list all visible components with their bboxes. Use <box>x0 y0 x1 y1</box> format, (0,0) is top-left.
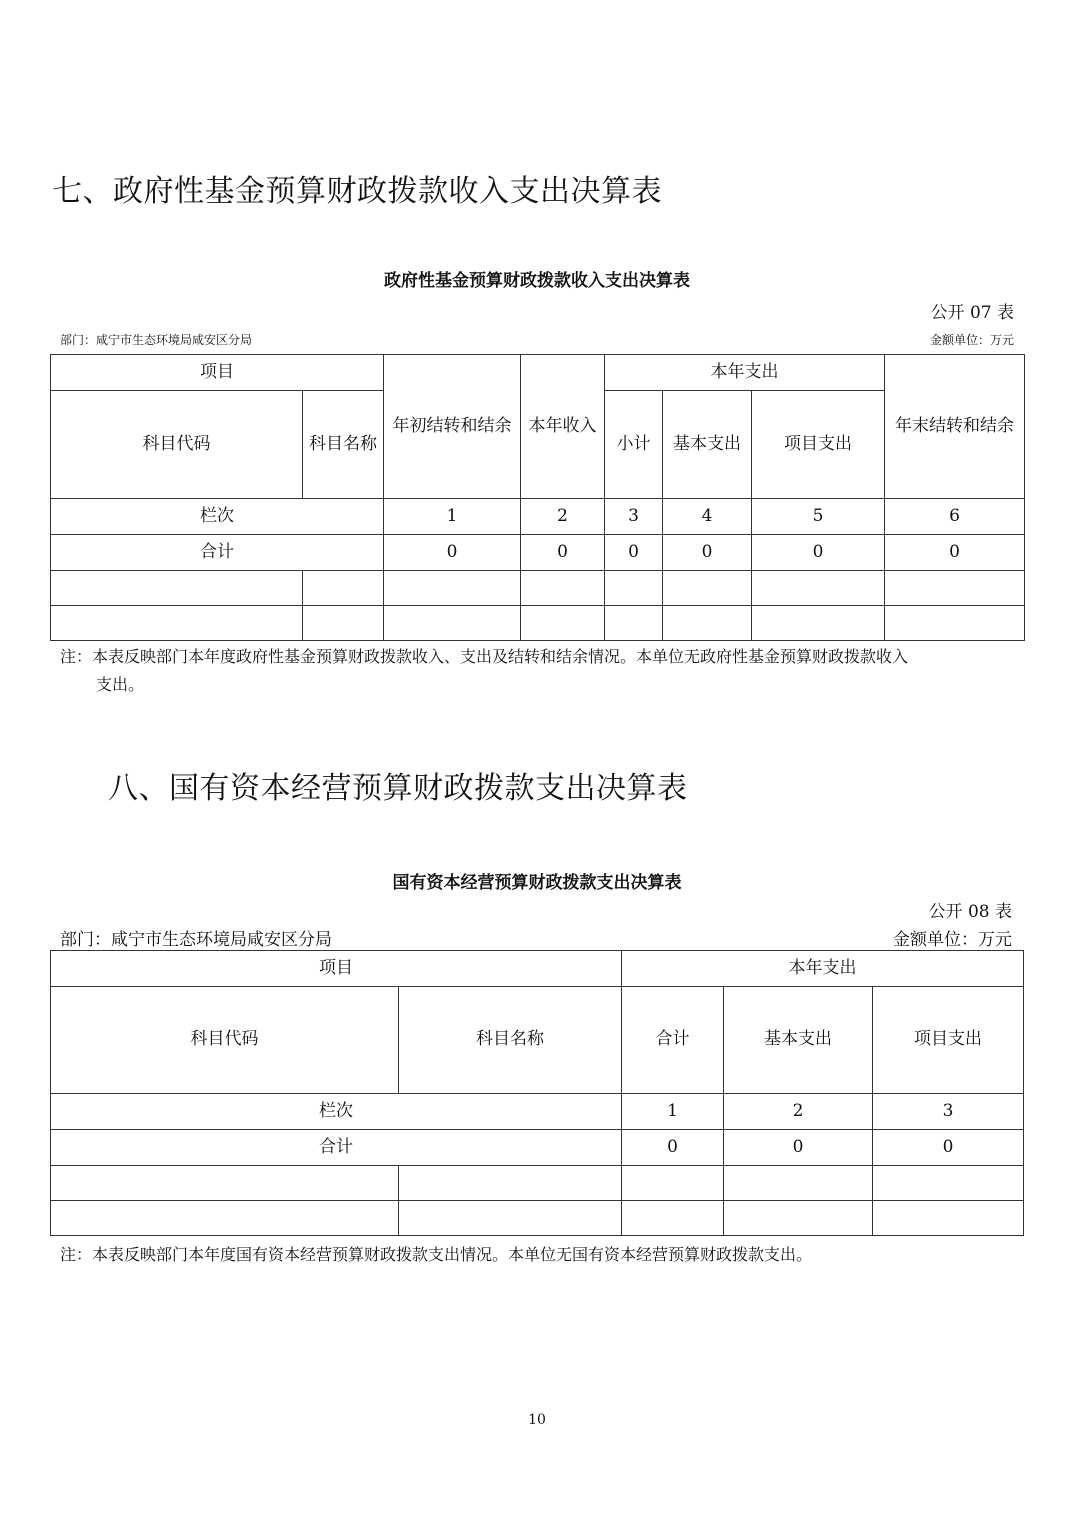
header-xiangmu: 项目 <box>51 951 622 987</box>
lanci-cell: 1 <box>384 499 521 535</box>
total-cell: 0 <box>622 1130 724 1166</box>
table-row-empty <box>51 571 1025 606</box>
header-code: 科目代码 <box>51 987 399 1094</box>
section7-department: 部门：咸宁市生态环境局咸安区分局 <box>60 333 253 347</box>
lanci-cell: 6 <box>885 499 1025 535</box>
total-cell: 0 <box>605 535 663 571</box>
table-row-empty <box>51 606 1025 641</box>
header-name: 科目名称 <box>399 987 622 1094</box>
header-xiangmu: 项目 <box>51 355 384 391</box>
table-row-total <box>51 535 1025 571</box>
lanci-cell: 5 <box>752 499 885 535</box>
section7-form-number: 公开 07 表 <box>930 303 1014 323</box>
section8-table <box>50 950 1024 1236</box>
section7-table-title: 政府性基金预算财政拨款收入支出决算表 <box>384 271 690 291</box>
lanci-label: 栏次 <box>51 1094 622 1130</box>
lanci-cell: 1 <box>622 1094 724 1130</box>
header-subtotal: 小计 <box>605 391 663 499</box>
header-begin-balance: 年初结转和结余 <box>384 355 521 499</box>
table-row-lanci <box>51 499 1025 535</box>
header-project: 项目支出 <box>873 987 1024 1094</box>
lanci-cell: 4 <box>663 499 752 535</box>
section7-note-line2: 支出。 <box>96 675 145 694</box>
page-number: 10 <box>528 1412 546 1428</box>
total-cell: 0 <box>663 535 752 571</box>
lanci-cell: 3 <box>605 499 663 535</box>
header-expense-group: 本年支出 <box>622 951 1024 987</box>
header-basic: 基本支出 <box>663 391 752 499</box>
header-project: 项目支出 <box>752 391 885 499</box>
total-cell: 0 <box>873 1130 1024 1166</box>
table-row-empty <box>51 1201 1024 1236</box>
section8-table-title: 国有资本经营预算财政拨款支出决算表 <box>392 873 682 893</box>
lanci-label: 栏次 <box>51 499 384 535</box>
header-code: 科目代码 <box>51 391 303 499</box>
lanci-cell: 2 <box>521 499 605 535</box>
total-cell: 0 <box>384 535 521 571</box>
header-expense-group: 本年支出 <box>605 355 885 391</box>
header-total: 合计 <box>622 987 724 1094</box>
section8-department: 部门：咸宁市生态环境局咸安区分局 <box>60 930 332 950</box>
section7-table <box>50 354 1025 641</box>
table-row-empty <box>51 1166 1024 1201</box>
table-row-total <box>51 1130 1024 1166</box>
lanci-cell: 2 <box>724 1094 873 1130</box>
section7-note-line1: 注：本表反映部门本年度政府性基金预算财政拨款收入、支出及结转和结余情况。本单位无政府性基金预算财政拨款收入 <box>60 647 909 666</box>
total-cell: 0 <box>521 535 605 571</box>
total-label: 合计 <box>51 535 384 571</box>
section8-heading: 八、国有资本经营预算财政拨款支出决算表 <box>108 771 688 806</box>
section7-note <box>60 643 1020 699</box>
header-basic: 基本支出 <box>724 987 873 1094</box>
table-row-lanci <box>51 1094 1024 1130</box>
section8-form-number: 公开 08 表 <box>928 902 1012 922</box>
header-name: 科目名称 <box>303 391 384 499</box>
lanci-cell: 3 <box>873 1094 1024 1130</box>
header-end-balance: 年末结转和结余 <box>885 355 1025 499</box>
total-cell: 0 <box>885 535 1025 571</box>
header-income: 本年收入 <box>521 355 605 499</box>
section7-unit: 金额单位：万元 <box>929 333 1014 347</box>
section8-unit: 金额单位：万元 <box>893 930 1012 950</box>
total-label: 合计 <box>51 1130 622 1166</box>
section7-heading: 七、政府性基金预算财政拨款收入支出决算表 <box>52 174 662 209</box>
total-cell: 0 <box>724 1130 873 1166</box>
total-cell: 0 <box>752 535 885 571</box>
section8-note: 注：本表反映部门本年度国有资本经营预算财政拨款支出情况。本单位无国有资本经营预算财政拨款支出。 <box>60 1245 813 1264</box>
